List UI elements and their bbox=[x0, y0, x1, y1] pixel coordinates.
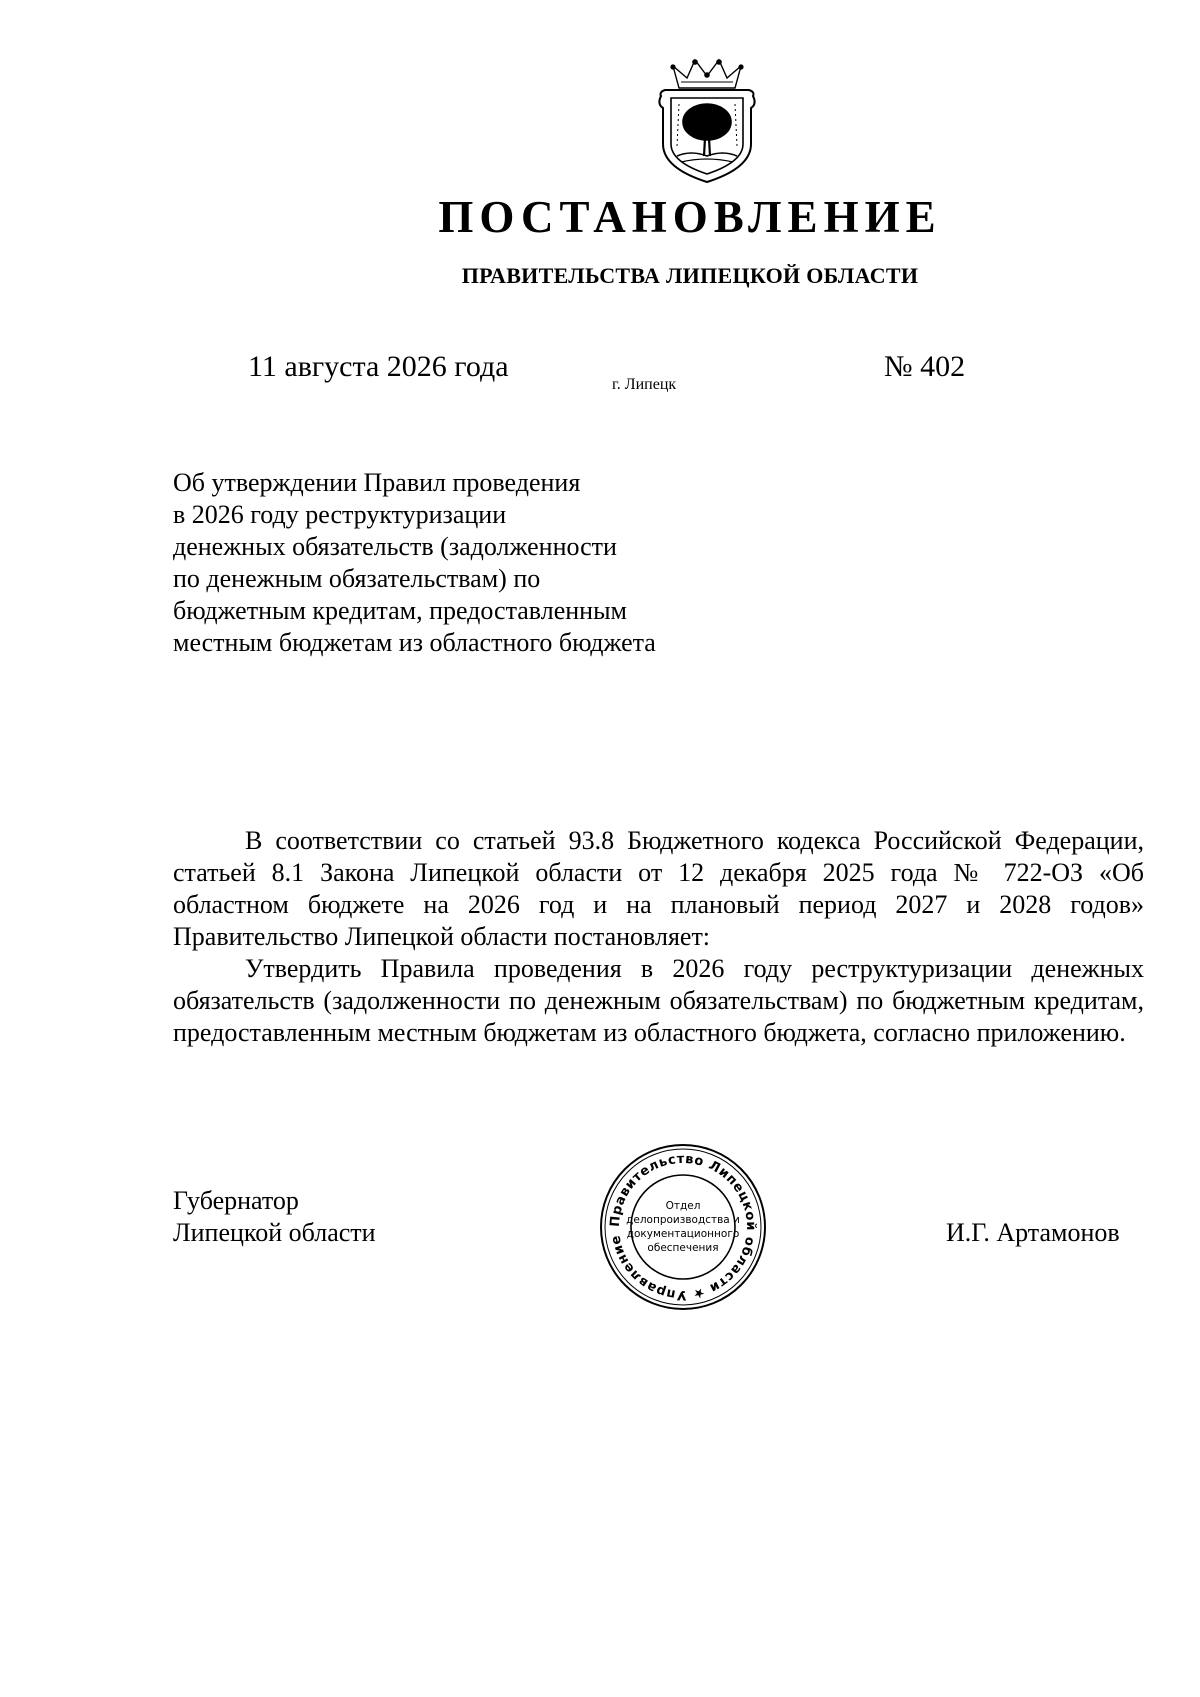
document-title: ПОСТАНОВЛЕНИЕ bbox=[438, 192, 942, 242]
subject-line: по денежным обязательствам) по bbox=[173, 564, 541, 593]
signatory-name: И.Г. Артамонов bbox=[946, 1218, 1120, 1247]
signatory-position-line: Губернатор bbox=[173, 1186, 299, 1215]
subject-line: денежных обязательств (задолженности bbox=[173, 532, 617, 561]
seal-center-line: делопроизводства и bbox=[626, 1214, 740, 1226]
seal-center-line: документационного bbox=[626, 1228, 740, 1240]
body-paragraph-resolution: Утвердить Правила проведения в 2026 году реструктуризации денежных обязательств (задолженности по денежным обязательствам) по бюджетным кредитам, предоставленным местным бюджетам из областного бюджета, согласно приложению. bbox=[173, 954, 1144, 1047]
body-paragraph-preamble: В соответствии со статьей 93.8 Бюджетного кодекса Российской Федерации, статьей 8.1 Закона Липецкой области от 12 декабря 2025 года № 722-ОЗ «Об областном бюджете на 2026 год и на плановый период 2027 и 2028 годов» Правительство Липецкой области постановляет: bbox=[173, 826, 1144, 951]
document-subject bbox=[173, 467, 813, 659]
signatory-position-line: Липецкой области bbox=[173, 1218, 376, 1247]
official-seal-stamp bbox=[597, 1141, 769, 1313]
document-city: г. Липецк bbox=[612, 376, 677, 393]
seal-center-line: Отдел bbox=[665, 1200, 701, 1212]
coat-of-arms-icon bbox=[651, 58, 763, 186]
document-issuer: ПРАВИТЕЛЬСТВА ЛИПЕЦКОЙ ОБЛАСТИ bbox=[461, 263, 919, 288]
subject-line: местным бюджетам из областного бюджета bbox=[173, 628, 656, 657]
document-number: № 402 bbox=[884, 350, 966, 383]
subject-line: бюджетным кредитам, предоставленным bbox=[173, 596, 628, 625]
document-body bbox=[173, 825, 1144, 1049]
document-date: 11 августа 2026 года bbox=[248, 350, 509, 383]
seal-ring-text: Правительство Липецкой области ★ Управление bbox=[607, 1151, 759, 1303]
subject-line: в 2026 году реструктуризации bbox=[173, 500, 507, 529]
seal-center-line: обеспечения bbox=[647, 1242, 719, 1254]
signatory-position bbox=[173, 1185, 376, 1249]
subject-line: Об утверждении Правил проведения bbox=[173, 468, 581, 497]
